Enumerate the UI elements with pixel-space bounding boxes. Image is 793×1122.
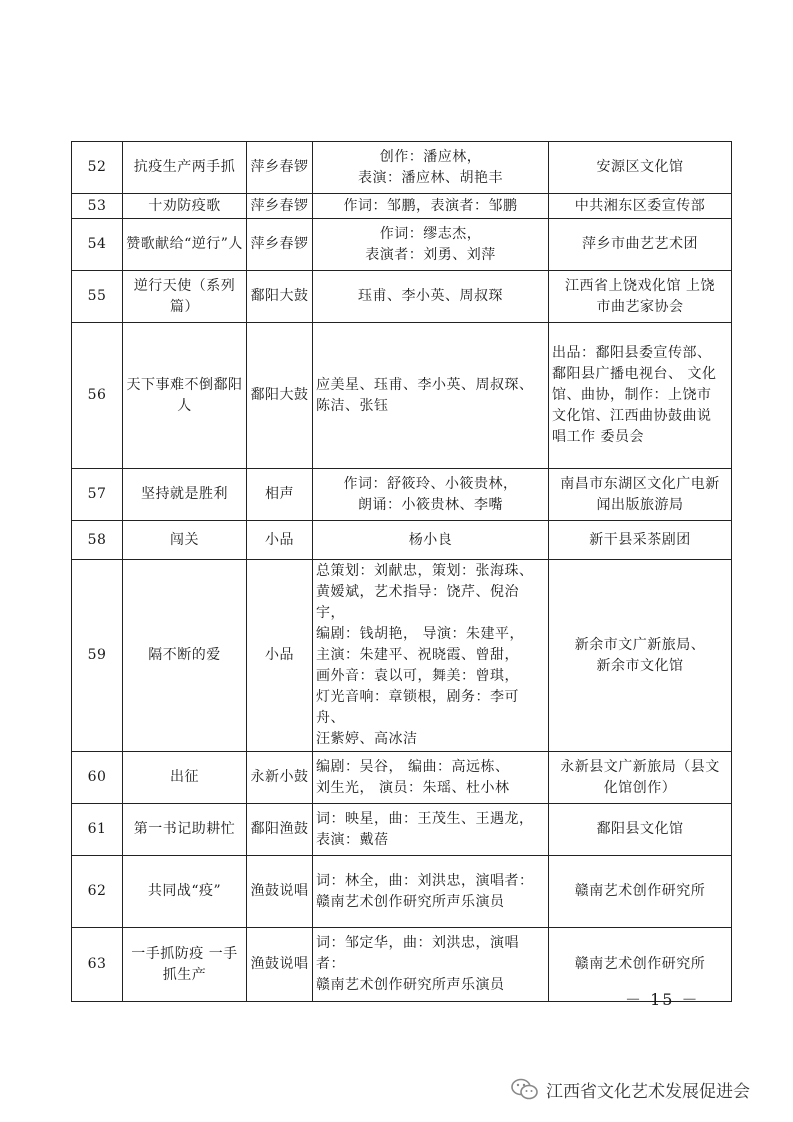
table-row: [72, 271, 732, 323]
organization-line: 中共湘东区委宣传部: [574, 197, 706, 214]
work-title: 共同战“疫”: [123, 856, 247, 928]
credits-line: 创作：潘应林，: [379, 148, 482, 165]
organization-cell: [549, 804, 732, 856]
credits-line: 朗诵：小筱贵林、李嘴: [358, 496, 503, 513]
wechat-icon: [510, 1077, 540, 1101]
art-form: 萍乡春锣: [247, 219, 313, 271]
work-title: 坚持就是胜利: [123, 469, 247, 521]
credits-cell: [313, 271, 549, 323]
work-title: 十劝防疫歌: [123, 194, 247, 219]
work-title: 抗疫生产两手抓: [123, 142, 247, 194]
table-row: [72, 752, 732, 804]
credits-cell: [313, 194, 549, 219]
table-row: [72, 142, 732, 194]
organization-line: 萍乡市曲艺艺术团: [582, 236, 698, 252]
organization-cell: [549, 469, 732, 521]
row-number: 58: [72, 521, 123, 560]
credits-line: 作词：缪志杰，: [379, 225, 482, 242]
organization-cell: [549, 323, 732, 469]
credits-line: 应美星、珏甫、李小英、周叔琛、: [316, 376, 534, 393]
table-row: [72, 804, 732, 856]
credits-cell: [313, 521, 549, 560]
organization-cell: [549, 560, 732, 752]
organization-cell: [549, 194, 732, 219]
art-form: 萍乡春锣: [247, 142, 313, 194]
credits-cell: [313, 804, 549, 856]
art-form: 渔鼓说唱: [247, 928, 313, 1002]
organization-line: 赣南艺术创作研究所: [574, 883, 706, 899]
credits-line: 词：映星，曲：王茂生、王遇龙，: [316, 810, 534, 827]
row-number: 52: [72, 142, 123, 194]
organization-line: 闻出版旅游局: [596, 496, 684, 513]
credits-line: 赣南艺术创作研究所声乐演员: [316, 893, 505, 910]
row-number: 53: [72, 194, 123, 219]
organization-line: 新余市文广新旅局、: [574, 636, 706, 653]
organization-cell: [549, 142, 732, 194]
organization-cell: [549, 856, 732, 928]
art-form: 永新小鼓: [247, 752, 313, 804]
art-form: 萍乡春锣: [247, 194, 313, 219]
credits-line: 黄嫒斌，艺术指导：饶芹、倪治宇，: [316, 584, 519, 621]
credits-line: 词：邹定华，曲：刘洪忠，演唱者：: [316, 935, 519, 972]
organization-cell: [549, 521, 732, 560]
organization-cell: [549, 752, 732, 804]
credits-line: 珏甫、李小英、周叔琛: [358, 288, 503, 304]
credits-line: 编剧：钱胡艳， 导演：朱建平，: [316, 626, 524, 642]
credits-line: 作词：舒筱玲、小筱贵林，: [343, 475, 518, 492]
credits-line: 陈洁、张钰: [316, 397, 389, 414]
row-number: 54: [72, 219, 123, 271]
credits-line: 总策划：刘献忠，策划：张海珠、: [316, 563, 534, 579]
credits-line: 杨小良: [408, 531, 453, 548]
credits-cell: [313, 752, 549, 804]
organization-line: 文化馆、江西曲协鼓曲说: [552, 408, 712, 424]
work-title: 闯关: [123, 521, 247, 560]
art-form: 鄱阳渔鼓: [247, 804, 313, 856]
credits-line: 表演：戴蓓: [316, 831, 389, 848]
credits-cell: [313, 142, 549, 194]
row-number: 60: [72, 752, 123, 804]
wechat-footer: [510, 1076, 750, 1102]
organization-line: 市曲艺家协会: [596, 298, 684, 315]
organization-line: 江西省上饶戏化馆 上饶: [565, 277, 715, 294]
work-title: 赞歌献给“逆行”人: [123, 219, 247, 271]
table-row: [72, 469, 732, 521]
art-form: 小品: [247, 560, 313, 752]
organization-line: 南昌市东湖区文化广电新: [560, 475, 720, 492]
credits-cell: [313, 928, 549, 1002]
organization-line: 化馆创作）: [603, 779, 677, 796]
organization-line: 鄱阳县广播电视台、 文化: [552, 366, 717, 382]
credits-line: 汪紫婷、高冰洁: [316, 731, 418, 747]
table-row: [72, 521, 732, 560]
credits-line: 主演：朱建平、祝晓霞、曾甜，: [316, 647, 519, 663]
organization-line: 鄱阳县文化馆: [596, 821, 684, 837]
credits-line: 表演者：刘勇、刘萍: [365, 246, 496, 263]
work-title: 出征: [123, 752, 247, 804]
credits-line: 表演：潘应林、胡艳丰: [358, 169, 503, 186]
account-name: 江西省文化艺术发展促进会: [546, 1081, 750, 1102]
table-row: [72, 856, 732, 928]
table-row: [72, 194, 732, 219]
work-title: 一手抓防疫 一手抓生产: [123, 928, 247, 1002]
row-number: 62: [72, 856, 123, 928]
row-number: 56: [72, 323, 123, 469]
table-row: [72, 323, 732, 469]
work-title: 第一书记助耕忙: [123, 804, 247, 856]
row-number: 57: [72, 469, 123, 521]
organization-line: 新干县采茶剧团: [589, 531, 691, 548]
credits-line: 词：林全，曲：刘洪忠，演唱者：: [316, 872, 534, 889]
art-form: 相声: [247, 469, 313, 521]
row-number: 61: [72, 804, 123, 856]
credits-cell: [313, 469, 549, 521]
credits-line: 灯光音响：章锁根，剧务：李可舟、: [316, 689, 519, 726]
credits-line: 赣南艺术创作研究所声乐演员: [316, 977, 505, 993]
credits-cell: [313, 856, 549, 928]
work-title: 隔不断的爱: [123, 560, 247, 752]
credits-cell: [313, 219, 549, 271]
organization-cell: [549, 219, 732, 271]
works-table: [71, 141, 732, 1002]
work-title: 天下事难不倒鄱阳人: [123, 323, 247, 469]
row-number: 59: [72, 560, 123, 752]
organization-line: 赣南艺术创作研究所: [574, 956, 706, 972]
table-body: [72, 142, 732, 1002]
art-form: 鄱阳大鼓: [247, 323, 313, 469]
credits-line: 刘生光， 演员：朱瑶、杜小林: [316, 779, 510, 796]
credits-line: 画外音：袁以可，舞美：曾琪，: [316, 668, 519, 684]
organization-line: 新余市文化馆: [596, 657, 684, 674]
art-form: 小品: [247, 521, 313, 560]
credits-cell: [313, 560, 549, 752]
table-row: [72, 560, 732, 752]
organization-line: 馆、曲协，制作：上饶市: [552, 387, 712, 403]
organization-line: 唱工作 委员会: [552, 429, 644, 445]
work-title: 逆行天使（系列篇）: [123, 271, 247, 323]
credits-line: 编剧：吴谷， 编曲：高远栋、: [316, 758, 510, 775]
organization-cell: [549, 271, 732, 323]
art-form: 鄱阳大鼓: [247, 271, 313, 323]
table-row: [72, 219, 732, 271]
organization-line: 出品：鄱阳县委宣传部、: [552, 345, 712, 361]
art-form: 渔鼓说唱: [247, 856, 313, 928]
organization-line: 安源区文化馆: [596, 159, 684, 175]
row-number: 55: [72, 271, 123, 323]
credits-line: 作词：邹鹏，表演者：邹鹏: [343, 197, 518, 214]
organization-line: 永新县文广新旅局（县文: [560, 758, 720, 775]
credits-cell: [313, 323, 549, 469]
page-number: － 15 －: [625, 990, 700, 1009]
row-number: 63: [72, 928, 123, 1002]
